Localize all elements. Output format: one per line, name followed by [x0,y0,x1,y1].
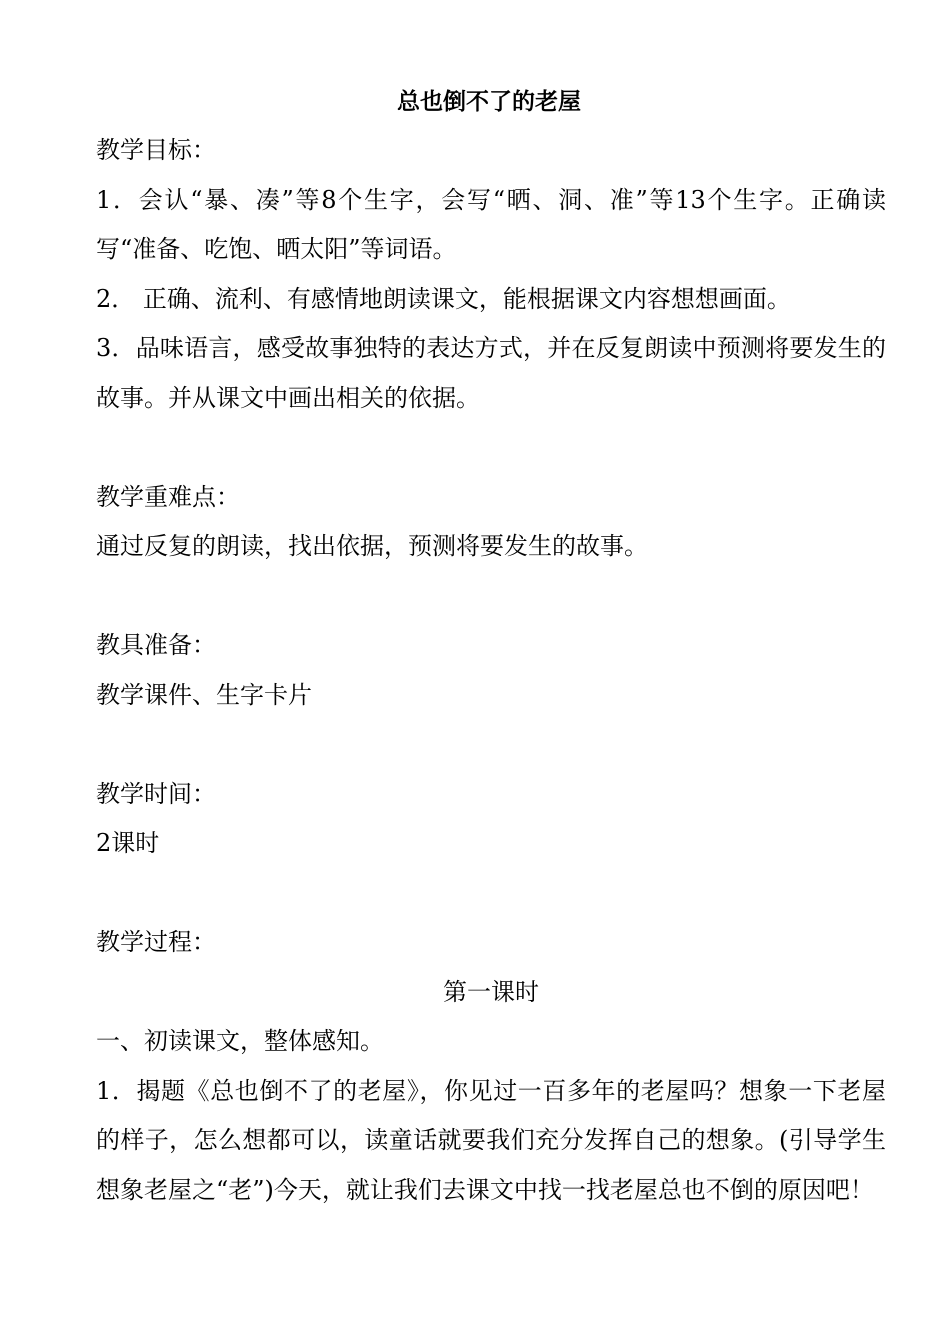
key-points-text: 通过反复的朗读，找出依据，预测将要发生的故事。 [96,532,648,560]
time-heading: 教学时间： [96,779,216,808]
objective-item-3: 3．品味语言，感受故事独特的表达方式，并在反复朗读中预测将要发生的故事。并从课文中画出相关的依据。 [96,334,886,412]
objectives-heading: 教学目标： [96,136,216,164]
spacer [96,572,886,622]
spacer [96,720,886,770]
document-title: 总也倒不了的老屋 [397,89,581,115]
materials-text: 教学课件、生字卡片 [96,680,312,709]
spacer [96,423,886,473]
document-page [96,78,886,1215]
lesson-title: 第一课时 [443,977,539,1006]
time-text: 2课时 [96,829,160,857]
objective-item-2: 2． 正确、流利、有感情地朗读课文，能根据课文内容想想画面。 [96,284,791,313]
section1-item-1: 1．揭题《总也倒不了的老屋》，你见过一百多年的老屋吗？想象一下老屋的样子，怎么想都可以，读童话就要我们充分发挥自己的想象。(引导学生想象老屋之“老”)今天，就让我们去课文中找一找老屋总也不倒的原因吧！ [96,1076,886,1204]
section1-heading: 一、初读课文，整体感知。 [96,1027,384,1055]
spacer [96,869,886,919]
objective-item-1: 1．会认“暴、凑”等8个生字，会写“晒、洞、准”等13个生字。正确读写“准备、吃饱、晒太阳”等词语。 [96,185,886,263]
materials-heading: 教具准备： [96,631,216,659]
key-points-heading: 教学重难点： [96,482,240,511]
process-heading: 教学过程： [96,928,216,956]
